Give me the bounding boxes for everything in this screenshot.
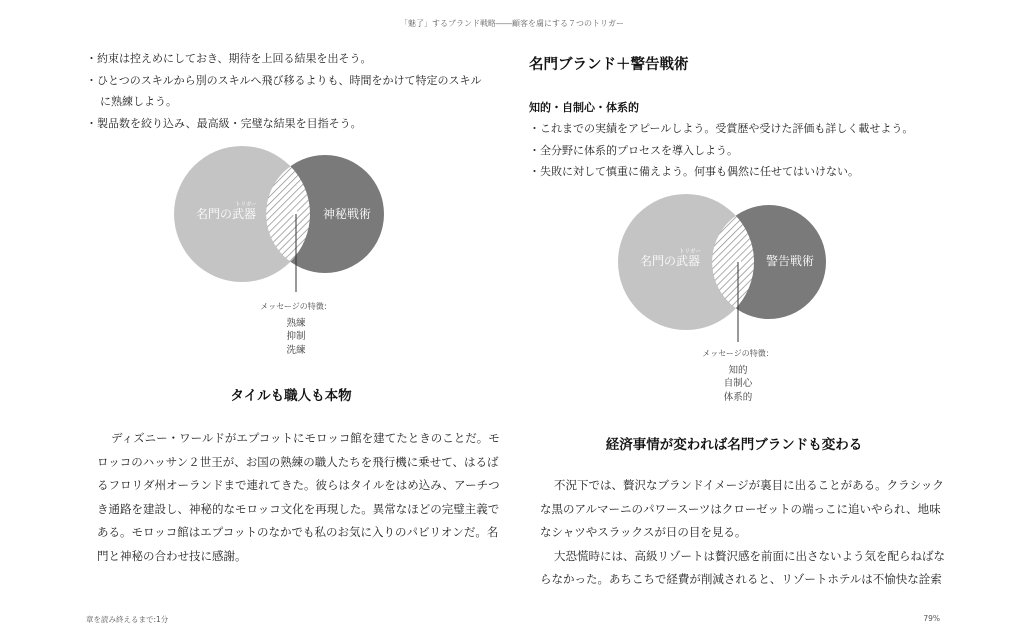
- page-heading-right: 名門ブランド＋警告戦術: [529, 57, 689, 73]
- paragraph-line: らなかった。あちこちで経費が削減されると、リゾートホテルは不愉快な詮索: [540, 572, 942, 586]
- venn-right-label: 神秘戦術: [322, 207, 372, 221]
- trait-item: 熟練: [286, 317, 306, 329]
- venn-ruby: トリガー: [235, 202, 257, 208]
- venn-right-label: 警告戦術: [765, 254, 815, 268]
- book-title-header: 「魅了」するブランド戦略――顧客を虜にする７つのトリガー: [400, 19, 624, 28]
- bullet-item: ・ひとつのスキルから別のスキルへ飛び移るよりも、時間をかけて特定のスキル: [86, 73, 482, 87]
- paragraph-line: な黒のアルマーニのパワースーツはクローゼットの端っこに追いやられ、地味: [540, 501, 941, 516]
- venn-diagram-right: [614, 190, 844, 350]
- bullet-item: ・これまでの実績をアピールしよう。受賞歴や受けた評価も詳しく載せよう。: [529, 122, 914, 135]
- subheading-right: 知的・自制心・体系的: [529, 101, 639, 114]
- body-paragraph-right: [540, 474, 950, 592]
- left-bullet-list: [86, 48, 481, 134]
- trait-item: 自制心: [723, 378, 753, 389]
- trait-item: 知的: [728, 364, 748, 376]
- venn-ruby: トリガー: [679, 249, 701, 255]
- bullet-item: ・失敗に対して慎重に備えよう。何事も偶然に任せてはいけない。: [529, 165, 859, 178]
- section-heading-right: 経済事情が変われば名門ブランドも変わる: [605, 437, 863, 453]
- paragraph-line: 大恐慌時には、高級リゾートは贅沢感を前面に出さないよう気を配らねばな: [554, 548, 945, 563]
- paragraph-line: ディズニー・ワールドがエプコットにモロッコ館を建てたときのことだ。モ: [111, 431, 500, 445]
- paragraph-line: ロッコのハッサン２世王が、お国の熟練の職人たちを飛行機に乗せて、はるば: [97, 454, 499, 469]
- bullet-item-continued: に熟練しよう。: [100, 95, 177, 108]
- trait-item: 抑制: [286, 331, 306, 342]
- paragraph-line: るフロリダ州オーランドまで連れてきた。彼らはタイルをはめ込み、アーチつ: [97, 478, 500, 492]
- paragraph-line: き通路を建設し、神秘的なモロッコ文化を再現した。異常なほどの完璧主義で: [97, 501, 500, 516]
- paragraph-line: ある。モロッコ館はエプコットのなかでも私のお気に入りのパビリオンだ。名: [97, 525, 499, 539]
- message-title: メッセージの特徴：: [260, 302, 332, 311]
- paragraph-line: なシャツやスラックスが日の目を見る。: [540, 525, 747, 539]
- bullet-item: ・全分野に体系的プロセスを導入しよう。: [529, 143, 738, 157]
- message-title: メッセージの特徴：: [702, 349, 774, 358]
- bullet-item: ・製品数を絞り込み、最高級・完璧な結果を目指そう。: [86, 116, 362, 130]
- paragraph-line: 門と神秘の合わせ技に感謝。: [97, 548, 247, 563]
- bullet-item: ・約束は控えめにしておき、期待を上回る結果を出そう。: [86, 52, 372, 65]
- body-paragraph-left: [97, 427, 507, 568]
- reading-progress-percent: 79%: [923, 614, 940, 623]
- venn-diagram-left: [170, 140, 400, 300]
- paragraph-line: 不況下では、贅沢なブランドイメージが裏目に出ることがある。クラシック: [554, 478, 944, 492]
- right-bullet-list: [529, 118, 913, 183]
- message-traits-right: [688, 347, 788, 404]
- venn-left-label: 名門の武器: [639, 254, 701, 268]
- message-traits-left: [246, 300, 346, 357]
- section-heading-left: タイルも職人も本物: [230, 388, 352, 404]
- venn-left-label: 名門の武器: [195, 207, 257, 221]
- reading-time-indicator: 章を読み終えるまで:1分: [86, 615, 169, 624]
- trait-item: 体系的: [723, 391, 753, 403]
- trait-item: 洗練: [286, 344, 306, 356]
